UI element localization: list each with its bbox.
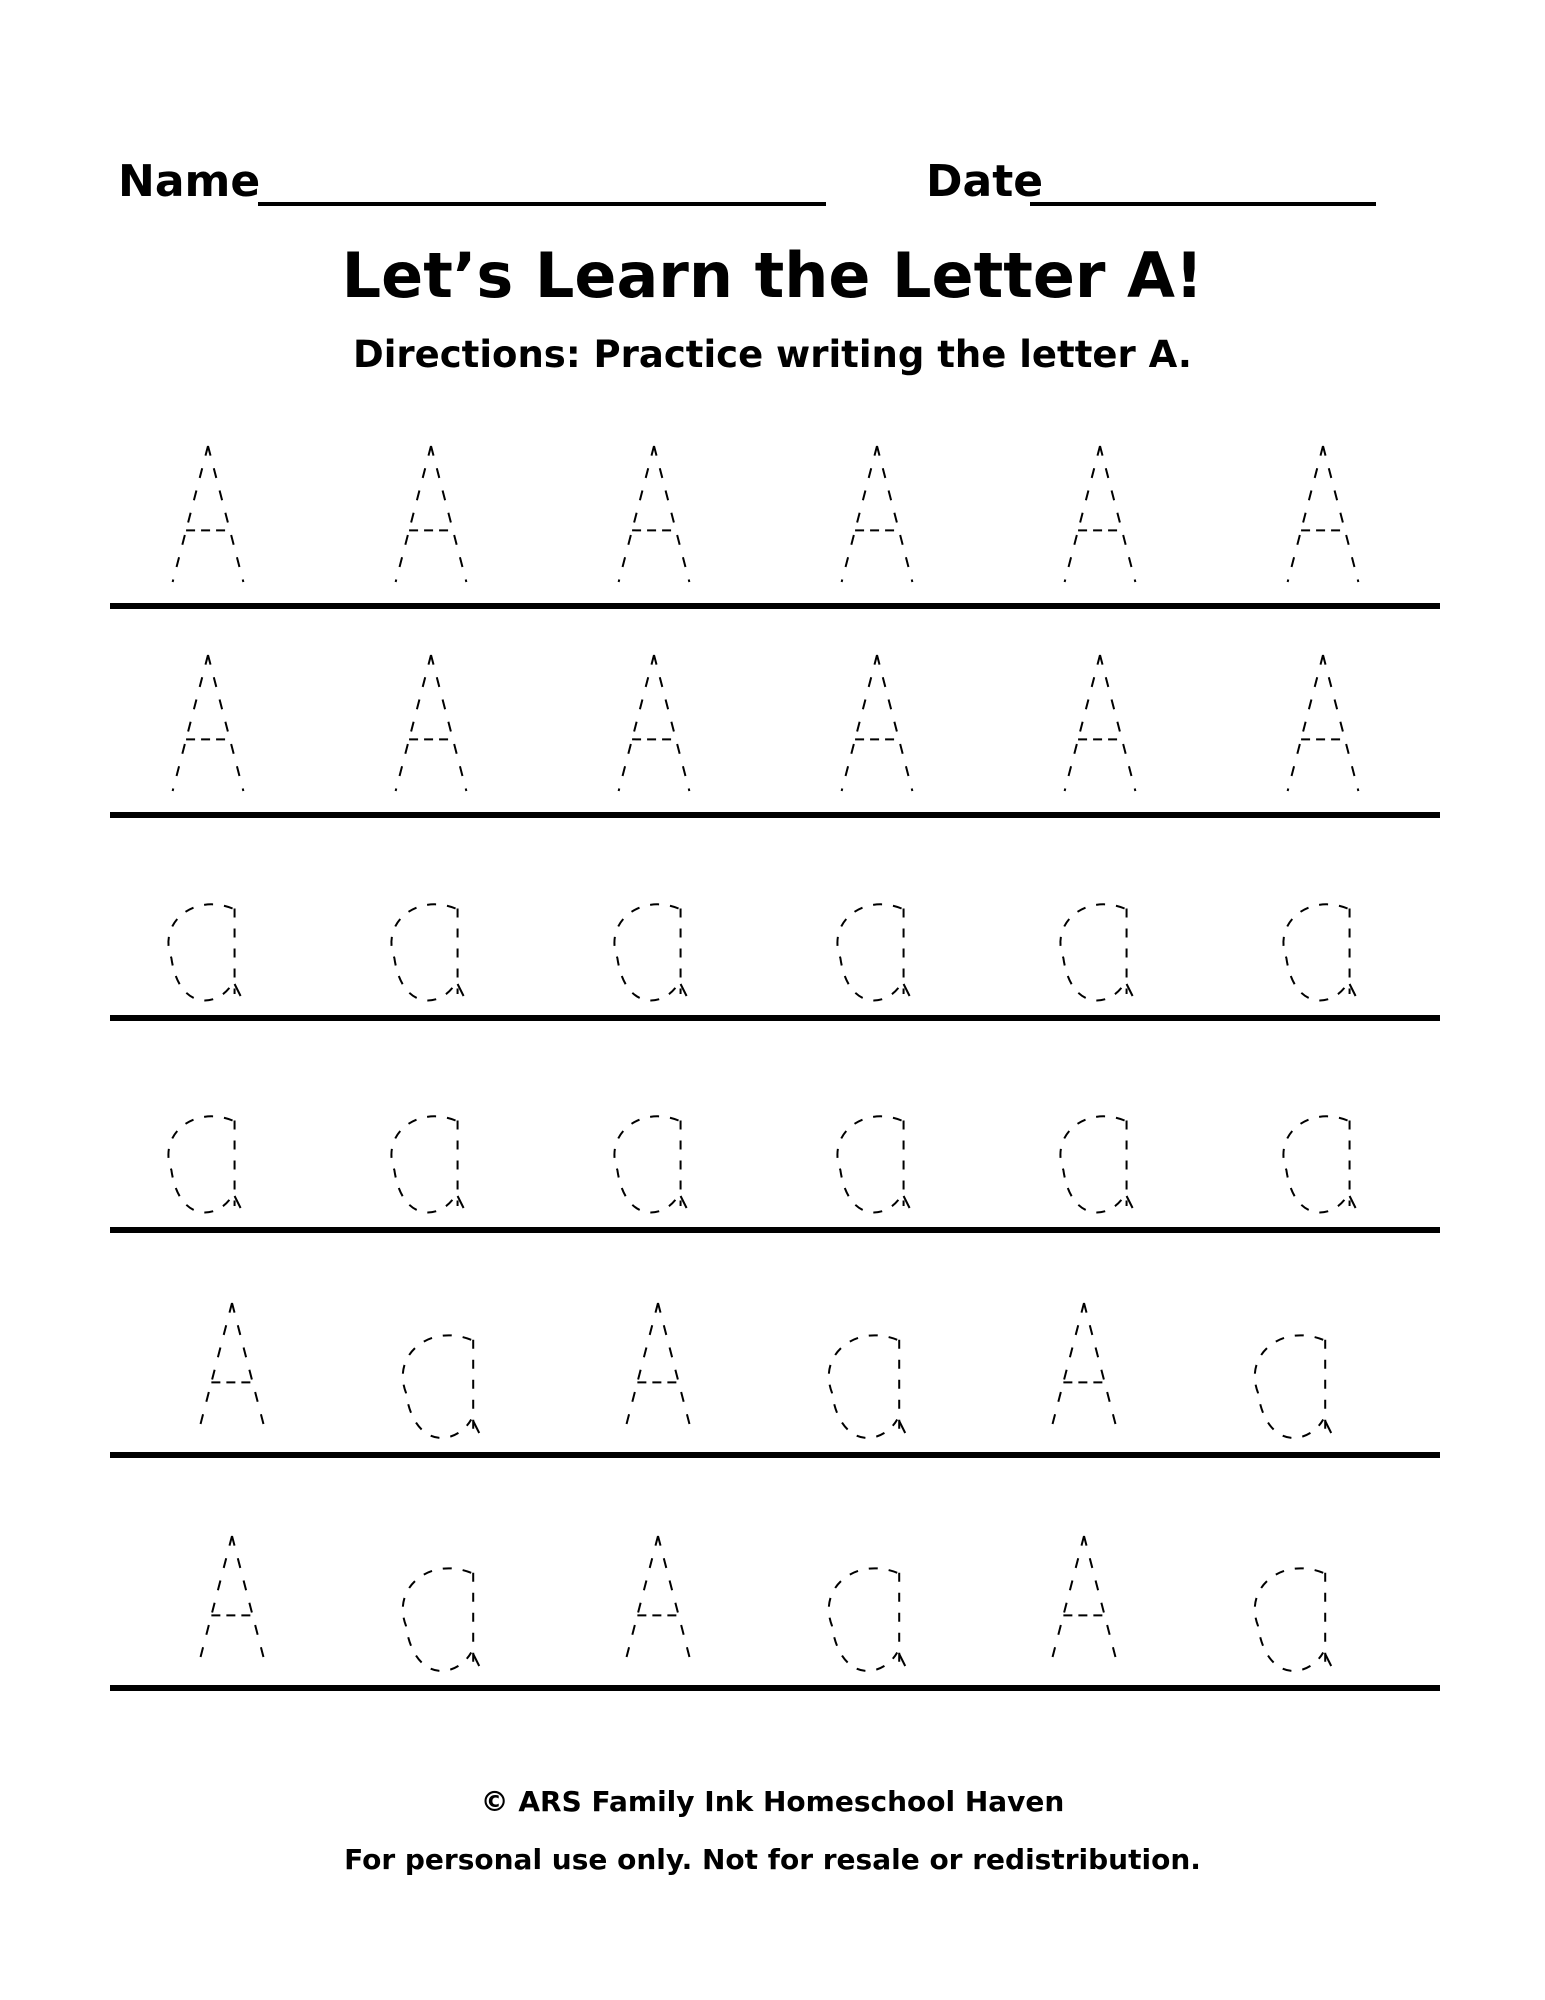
tracing-uppercase-a[interactable] — [1065, 655, 1136, 791]
page-title: Let’s Learn the Letter A! — [341, 239, 1204, 312]
practice-row — [110, 1116, 1440, 1230]
tracing-lowercase-a[interactable] — [1060, 1116, 1132, 1212]
directions-text: Directions: Practice writing the letter A. — [353, 333, 1192, 376]
tracing-lowercase-a[interactable] — [1255, 1568, 1331, 1671]
tracing-lowercase-a[interactable] — [391, 904, 463, 1000]
tracing-lowercase-a[interactable] — [403, 1335, 479, 1438]
tracing-uppercase-a[interactable] — [1051, 1536, 1118, 1664]
practice-row — [110, 904, 1440, 1018]
tracing-lowercase-a[interactable] — [829, 1335, 905, 1438]
practice-row — [110, 1536, 1440, 1688]
practice-row — [110, 446, 1440, 606]
tracing-lowercase-a[interactable] — [837, 904, 909, 1000]
copyright-notice: © ARS Family Ink Homeschool Haven — [480, 1785, 1065, 1818]
date-label: Date — [926, 156, 1044, 207]
name-label: Name — [118, 156, 261, 207]
tracing-uppercase-a[interactable] — [842, 446, 913, 582]
practice-row — [110, 1303, 1440, 1455]
tracing-lowercase-a[interactable] — [168, 904, 240, 1000]
tracing-uppercase-a[interactable] — [199, 1303, 266, 1431]
tracing-lowercase-a[interactable] — [1283, 904, 1355, 1000]
practice-row — [110, 655, 1440, 815]
tracing-uppercase-a[interactable] — [1051, 1303, 1118, 1431]
usage-notice: For personal use only. Not for resale or redistribution. — [344, 1843, 1201, 1876]
tracing-lowercase-a[interactable] — [403, 1568, 479, 1671]
tracing-lowercase-a[interactable] — [1060, 904, 1132, 1000]
tracing-lowercase-a[interactable] — [1255, 1335, 1331, 1438]
tracing-uppercase-a[interactable] — [619, 655, 690, 791]
tracing-lowercase-a[interactable] — [168, 1116, 240, 1212]
tracing-uppercase-a[interactable] — [396, 655, 467, 791]
tracing-uppercase-a[interactable] — [625, 1303, 692, 1431]
tracing-lowercase-a[interactable] — [837, 1116, 909, 1212]
tracing-lowercase-a[interactable] — [1283, 1116, 1355, 1212]
tracing-uppercase-a[interactable] — [396, 446, 467, 582]
tracing-uppercase-a[interactable] — [625, 1536, 692, 1664]
tracing-uppercase-a[interactable] — [199, 1536, 266, 1664]
tracing-uppercase-a[interactable] — [173, 655, 244, 791]
tracing-lowercase-a[interactable] — [829, 1568, 905, 1671]
tracing-lowercase-a[interactable] — [614, 1116, 686, 1212]
tracing-uppercase-a[interactable] — [173, 446, 244, 582]
tracing-lowercase-a[interactable] — [614, 904, 686, 1000]
tracing-uppercase-a[interactable] — [1288, 655, 1359, 791]
tracing-lowercase-a[interactable] — [391, 1116, 463, 1212]
tracing-uppercase-a[interactable] — [1288, 446, 1359, 582]
tracing-uppercase-a[interactable] — [619, 446, 690, 582]
tracing-uppercase-a[interactable] — [842, 655, 913, 791]
tracing-uppercase-a[interactable] — [1065, 446, 1136, 582]
